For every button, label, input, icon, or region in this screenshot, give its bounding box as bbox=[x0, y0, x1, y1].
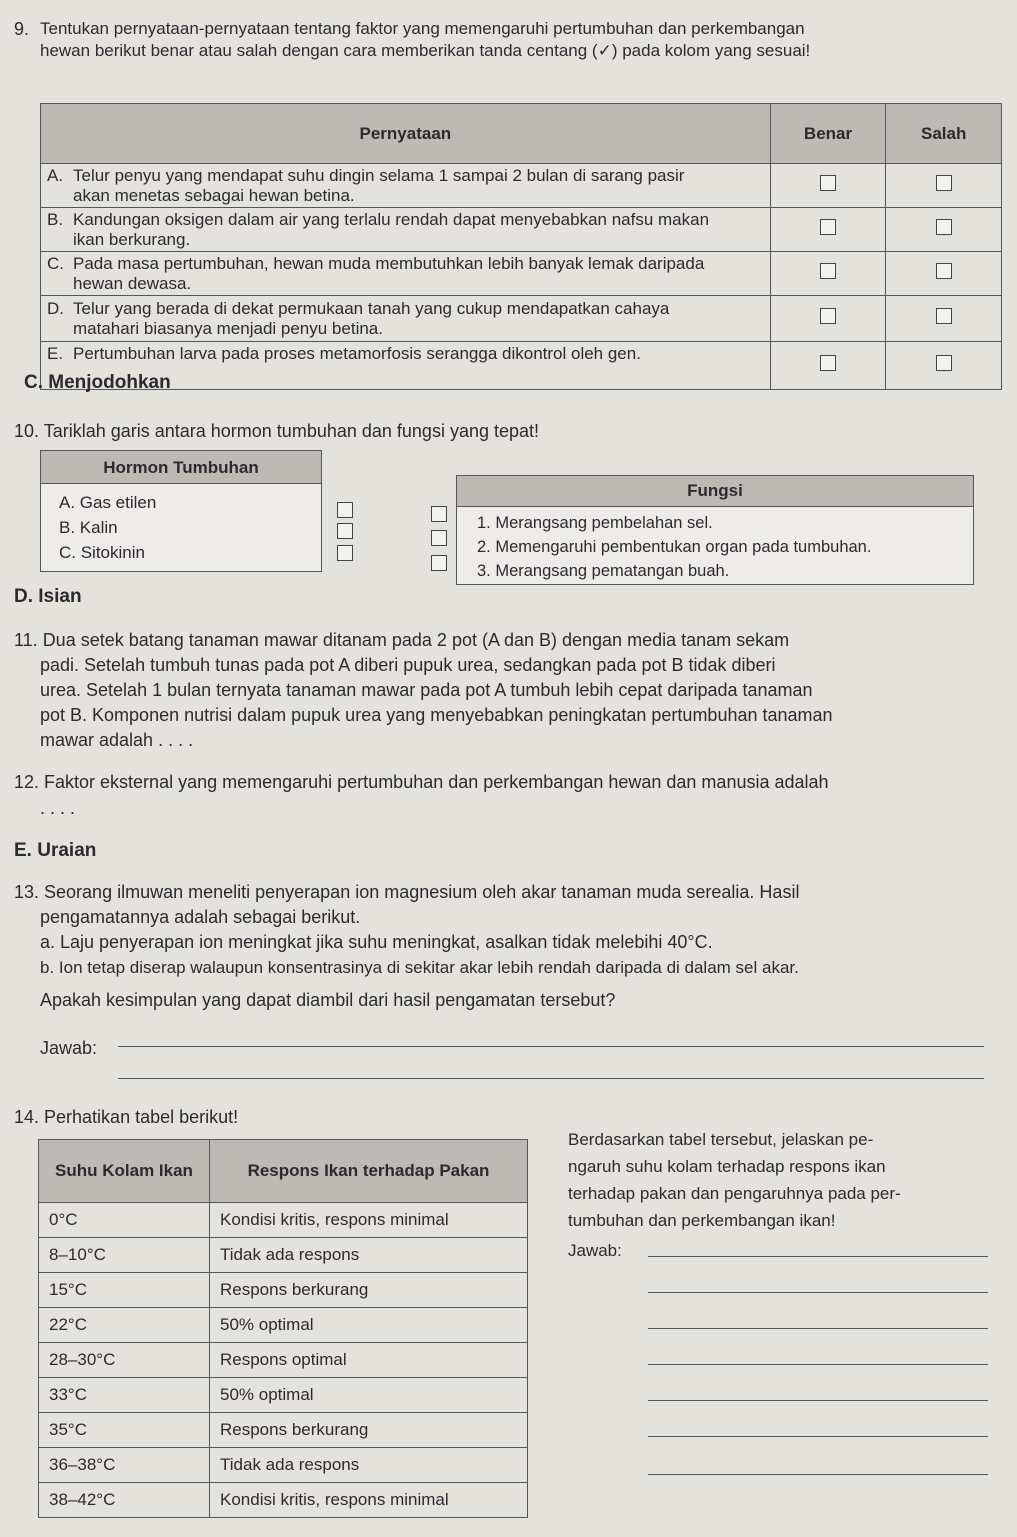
hormone-match-box[interactable] bbox=[337, 545, 353, 561]
q9-row bbox=[41, 342, 1002, 390]
true-checkbox[interactable] bbox=[820, 219, 836, 235]
q11-line: mawar adalah . . . . bbox=[40, 730, 194, 750]
temperature-cell: 36–38°C bbox=[39, 1448, 210, 1483]
q11-text bbox=[14, 628, 1004, 753]
q11-line: padi. Setelah tumbuh tunas pada pot A diberi pupuk urea, sedangkan pada pot B tidak diberi bbox=[40, 655, 776, 675]
row-statement: Telur yang berada di dekat permukaan tanah yang cukup mendapatkan cahaya matahari biasanya menjadi penyu betina. bbox=[73, 298, 670, 338]
q13-point-a: a. Laju penyerapan ion meningkat jika suhu meningkat, asalkan tidak melebihi 40°C. bbox=[40, 932, 713, 952]
q9-table bbox=[40, 103, 1002, 390]
false-checkbox[interactable] bbox=[936, 355, 952, 371]
q13-answer-label: Jawab: bbox=[40, 1038, 98, 1058]
function-header: Fungsi bbox=[457, 476, 973, 507]
row-statement: Pada masa pertumbuhan, hewan muda membutuhkan lebih banyak lemak daripada hewan dewasa. bbox=[73, 253, 705, 293]
table-row bbox=[39, 1343, 528, 1378]
true-header: Benar bbox=[770, 104, 886, 164]
row-letter: C. bbox=[47, 253, 64, 273]
row-letter: A. bbox=[47, 165, 64, 185]
temperature-cell: 28–30°C bbox=[39, 1343, 210, 1378]
table-row bbox=[39, 1308, 528, 1343]
false-checkbox[interactable] bbox=[936, 263, 952, 279]
false-checkbox[interactable] bbox=[936, 175, 952, 191]
response-cell: Kondisi kritis, respons minimal bbox=[210, 1483, 528, 1518]
function-item: 3. Merangsang pematangan buah. bbox=[477, 562, 730, 580]
q13-question: Apakah kesimpulan yang dapat diambil dari hasil pengamatan tersebut? bbox=[40, 990, 616, 1010]
hormone-item: B. Kalin bbox=[59, 518, 118, 537]
row-statement: Pertumbuhan larva pada proses metamorfosis serangga dikontrol oleh gen. bbox=[73, 344, 641, 363]
q11-line: pot B. Komponen nutrisi dalam pupuk urea yang menyebabkan peningkatan pertumbuhan tanaman bbox=[40, 705, 833, 725]
instruction-line: Berdasarkan tabel tersebut, jelaskan pe- bbox=[568, 1130, 874, 1149]
function-match-box[interactable] bbox=[431, 506, 447, 522]
temperature-cell: 33°C bbox=[39, 1378, 210, 1413]
answer-line[interactable] bbox=[118, 1046, 984, 1047]
table-row bbox=[39, 1483, 528, 1518]
false-checkbox[interactable] bbox=[936, 219, 952, 235]
answer-line[interactable] bbox=[648, 1474, 988, 1475]
function-item: 1. Merangsang pembelahan sel. bbox=[477, 514, 713, 532]
section-c-heading: C. Menjodohkan bbox=[24, 372, 171, 393]
q9-intro-line1: Tentukan pernyataan-pernyataan tentang faktor yang memengaruhi pertumbuhan dan perkembangan bbox=[40, 19, 805, 38]
hormone-header: Hormon Tumbuhan bbox=[41, 451, 321, 484]
hormone-match-box[interactable] bbox=[337, 502, 353, 518]
false-checkbox[interactable] bbox=[936, 308, 952, 324]
q10-text: 10. Tariklah garis antara hormon tumbuhan dan fungsi yang tepat! bbox=[14, 421, 540, 441]
temperature-cell: 38–42°C bbox=[39, 1483, 210, 1518]
true-checkbox[interactable] bbox=[820, 263, 836, 279]
response-cell: Tidak ada respons bbox=[210, 1448, 528, 1483]
temperature-header: Suhu Kolam Ikan bbox=[39, 1140, 210, 1203]
instruction-line: ngaruh suhu kolam terhadap respons ikan bbox=[568, 1157, 886, 1176]
section-e-heading: E. Uraian bbox=[14, 840, 97, 861]
response-cell: Tidak ada respons bbox=[210, 1238, 528, 1273]
q14-title: 14. Perhatikan tabel berikut! bbox=[14, 1107, 239, 1127]
table-row bbox=[39, 1238, 528, 1273]
q11-line: urea. Setelah 1 bulan ternyata tanaman mawar pada pot A tumbuh lebih cepat daripada tanaman bbox=[40, 680, 813, 700]
temperature-cell: 8–10°C bbox=[39, 1238, 210, 1273]
q14-answer-label: Jawab: bbox=[568, 1241, 622, 1260]
q13-point-b: b. Ion tetap diserap walaupun konsentrasinya di sekitar akar lebih rendah daripada di dalam sel akar. bbox=[40, 958, 799, 977]
answer-line[interactable] bbox=[648, 1364, 988, 1365]
true-checkbox[interactable] bbox=[820, 308, 836, 324]
hormone-item: A. Gas etilen bbox=[59, 493, 157, 512]
temperature-cell: 22°C bbox=[39, 1308, 210, 1343]
q12-line1: 12. Faktor eksternal yang memengaruhi pertumbuhan dan perkembangan hewan dan manusia adalah bbox=[14, 772, 829, 792]
response-cell: Respons berkurang bbox=[210, 1273, 528, 1308]
row-letter: D. bbox=[47, 298, 64, 318]
function-box bbox=[456, 475, 974, 585]
true-checkbox[interactable] bbox=[820, 355, 836, 371]
statement-header: Pernyataan bbox=[41, 104, 771, 164]
table-row bbox=[39, 1448, 528, 1483]
row-statement: Kandungan oksigen dalam air yang terlalu rendah dapat menyebabkan nafsu makan ikan berkurang. bbox=[73, 209, 710, 249]
table-row bbox=[39, 1413, 528, 1448]
answer-line[interactable] bbox=[118, 1078, 984, 1079]
true-checkbox[interactable] bbox=[820, 175, 836, 191]
function-match-box[interactable] bbox=[431, 555, 447, 571]
function-match-box[interactable] bbox=[431, 530, 447, 546]
row-letter: E. bbox=[47, 344, 64, 363]
hormone-box bbox=[40, 450, 322, 572]
table-row bbox=[39, 1378, 528, 1413]
answer-line[interactable] bbox=[648, 1436, 988, 1437]
answer-line[interactable] bbox=[648, 1328, 988, 1329]
function-item: 2. Memengaruhi pembentukan organ pada tumbuhan. bbox=[477, 538, 872, 556]
q9-row bbox=[41, 164, 1002, 208]
instruction-line: tumbuhan dan perkembangan ikan! bbox=[568, 1211, 836, 1230]
response-cell: 50% optimal bbox=[210, 1308, 528, 1343]
temperature-cell: 0°C bbox=[39, 1203, 210, 1238]
response-cell: 50% optimal bbox=[210, 1378, 528, 1413]
hormone-match-box[interactable] bbox=[337, 523, 353, 539]
instruction-line: terhadap pakan dan pengaruhnya pada per- bbox=[568, 1184, 901, 1203]
q9-row bbox=[41, 296, 1002, 342]
table-row bbox=[39, 1203, 528, 1238]
temperature-cell: 15°C bbox=[39, 1273, 210, 1308]
response-cell: Respons berkurang bbox=[210, 1413, 528, 1448]
q9-row bbox=[41, 252, 1002, 296]
q13-line1: 13. Seorang ilmuwan meneliti penyerapan ion magnesium oleh akar tanaman muda serealia. Hasil bbox=[14, 882, 800, 902]
false-header: Salah bbox=[886, 104, 1002, 164]
q9-intro-line2: hewan berikut benar atau salah dengan cara memberikan tanda centang (✓) pada kolom yang sesuai! bbox=[40, 41, 811, 60]
answer-line[interactable] bbox=[648, 1292, 988, 1293]
q13-line2: pengamatannya adalah sebagai berikut. bbox=[40, 907, 361, 927]
q11-line: 11. Dua setek batang tanaman mawar ditanam pada 2 pot (A dan B) dengan media tanam sekam bbox=[14, 630, 790, 650]
temperature-cell: 35°C bbox=[39, 1413, 210, 1448]
q9-row bbox=[41, 208, 1002, 252]
q9-number: 9. bbox=[14, 19, 30, 39]
table-row bbox=[39, 1273, 528, 1308]
q14-instruction bbox=[568, 1126, 1008, 1234]
response-header: Respons Ikan terhadap Pakan bbox=[210, 1140, 528, 1203]
response-cell: Kondisi kritis, respons minimal bbox=[210, 1203, 528, 1238]
section-d-heading: D. Isian bbox=[14, 586, 82, 607]
row-letter: B. bbox=[47, 209, 64, 229]
row-statement: Telur penyu yang mendapat suhu dingin selama 1 sampai 2 bulan di sarang pasir akan menetas sebagai hewan betina. bbox=[73, 165, 685, 205]
answer-line[interactable] bbox=[648, 1400, 988, 1401]
fish-temperature-table bbox=[38, 1139, 528, 1518]
hormone-item: C. Sitokinin bbox=[59, 543, 145, 562]
q12-line2: . . . . bbox=[40, 798, 76, 818]
response-cell: Respons optimal bbox=[210, 1343, 528, 1378]
answer-line[interactable] bbox=[648, 1256, 988, 1257]
